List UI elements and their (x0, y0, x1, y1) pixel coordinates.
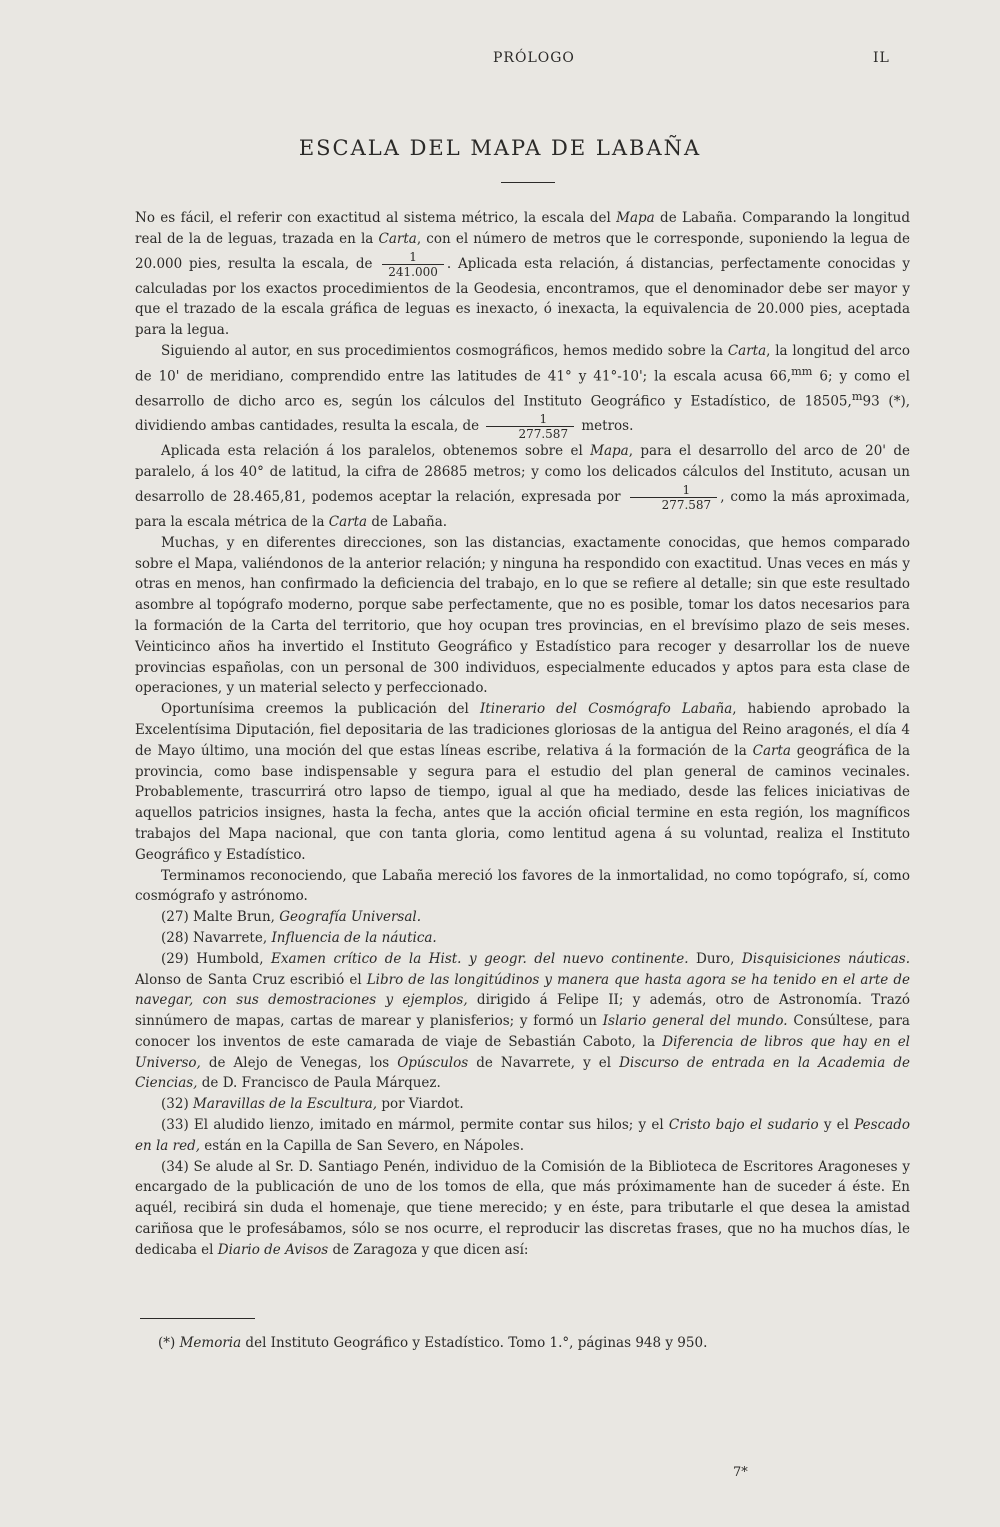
note-27: (27) Malte Brun, Geografía Universal. (161, 909, 421, 926)
footnote: (*) Memoria del Instituto Geográfico y Estadístico. Tomo 1.°, páginas 948 y 950. (158, 1335, 708, 1351)
fraction-2: $\frac{1}{277.587}$ (486, 412, 574, 441)
note-34: (34) Se alude al Sr. D. Santiago Penén, individuo de la Comisión de la Biblioteca de Escritores Aragoneses y encargado de la publicación de uno de los tomos de ella, que más próximamente han de suceder á éste. En aquél, recibirá sin duda el homenaje, que tiene merecido; y en éste, para tributarle el que desea la amistad cariñosa que le profesábamos, sólo se nos ocurre, el reproducir las discretas frases, que no ha muchos días, le dedicaba el Diario de Avisos de Zaragoza y que dicen así: (135, 1158, 910, 1258)
fraction-1: $\frac{1}{241.000}$ (382, 250, 444, 279)
signature-mark: 7* (733, 1465, 748, 1480)
running-title: PRÓLOGO (493, 50, 575, 66)
note-29: (29) Humbold, Examen crítico de la Hist. y geogr. del nuevo continente. Duro, Disquisiciones náuticas. Alonso de Santa Cruz escribió el Libro de las longitúdinos y manera que hasta agora se ha tenido en el arte de navegar, con sus demostraciones y ejemplos, dirigido á Felipe II; y además, otro de Astronomía. Trazó sinnúmero de mapas, cartas de marear y planisferios; y formó un Islario general del mundo. Consúltese, para conocer los inventos de este camarada de viaje de Sebastián Caboto, la Diferencia de libros que hay en el Universo, de Alejo de Venegas, los Opúsculos de Navarrete, y el Discurso de entrada en la Academia de Ciencias, de D. Francisco de Paula Márquez. (135, 950, 911, 1092)
paragraph-6: Terminamos reconociendo, que Labaña mereció los favores de la inmortalidad, no como topógrafo, sí, como cosmógrafo y astrónomo. (135, 867, 910, 905)
paragraph-5: Oportunísima creemos la publicación del Itinerario del Cosmógrafo Labaña, habiendo aprobado la Excelentísima Diputación, fiel depositaria de las tradiciones gloriosas de la antigua del Reino aragonés, el día 4 de Mayo último, una moción del que estas líneas escribe, relativa á la formación de la Carta geográfica de la provincia, como base indispensable y segura para el estudio del plan general de caminos vecinales. Probablemente, trascurrirá otro lapso de tiempo, igual al que ha mediado, desde las felices iniciativas de aquellos patricios insignes, hasta la fecha, antes que la acción oficial termine en esta región, los magníficos trabajos del Mapa nacional, que con tanta gloria, como lentitud agena á su voluntad, realiza el Instituto Geográfico y Estadístico. (135, 701, 911, 863)
paragraph-2: Siguiendo al autor, en sus procedimientos cosmográficos, hemos medido sobre la Carta, la longitud del arco de 10' de meridiano, comprendido entre las latitudes de 41° y 41°-10'; la escala acusa 66,$^{mm}$ 6; y como el desarrollo de dicho arco es, según los cálculos del Instituto Geográfico y Estadístico, de 18505,$^m$93 (*), dividiendo ambas cantidades, resulta la escala, de $\frac{1}{277.587}$ metros. (135, 342, 911, 442)
paragraph-3: Aplicada esta relación á los paralelos, obtenemos sobre el Mapa, para el desarrollo del arco de 20' de paralelo, á los 40° de latitud, la cifra de 28685 metros; y como los delicados cálculos del Instituto, acusan un desarrollo de 28.465,81, podemos aceptar la relación, expresada por $\frac{1}{277.587}$ , como la más aproximada, para la escala métrica de la Carta de Labaña. (135, 443, 910, 530)
body-text (135, 208, 910, 1261)
title-rule (501, 182, 555, 183)
paragraph-4: Muchas, y en diferentes direcciones, son las distancias, exactamente conocidas, que hemos comparado sobre el Mapa, valiéndonos de la anterior relación; y ninguna ha respondido con exactitud. Unas veces en más y otras en menos, han confirmado la deficiencia del trabajo, en lo que se refiere al detalle; sin que este resultado asombre al topógrafo moderno, porque sabe perfectamente, que no es posible, tomar los datos necesarios para la formación de la Carta del territorio, que hoy ocupan tres provincias, en el brevísimo plazo de seis meses. Veinticinco años ha invertido el Instituto Geográfico y Estadístico para recoger y desarrollar los de nueve provincias españolas, con un personal de 300 individuos, especialmente educados y aptos para esta clase de operaciones, y un material selecto y perfeccionado. (135, 534, 910, 697)
note-33: (33) El aludido lienzo, imitado en mármol, permite contar sus hilos; y el Cristo bajo el sudario y el Pescado en la red, están en la Capilla de San Severo, en Nápoles. (135, 1117, 910, 1154)
running-header (0, 50, 1000, 74)
note-28: (28) Navarrete, Influencia de la náutica. (161, 929, 437, 946)
page-number: IL (873, 50, 890, 66)
footnote-rule (140, 1318, 255, 1319)
section-title: ESCALA DEL MAPA DE LABAÑA (298, 136, 702, 160)
paragraph-1: No es fácil, el referir con exactitud al sistema métrico, la escala del Mapa de Labaña. Comparando la longitud real de la de leguas, trazada en la Carta, con el número de metros que le corresponde, suponiendo la legua de 20.000 pies, resulta la escala, de $\frac{1}{241.000}$ . Aplicada esta relación, á distancias, perfectamente conocidas y calculadas por los exactos procedimientos de la Geodesia, encontramos, que el denominador debe ser mayor y que el trazado de la escala gráfica de leguas es inexacto, ó inexacta, la equivalencia de 20.000 pies, aceptada para la legua. (135, 210, 911, 339)
fraction-3: $\frac{1}{277.587}$ (630, 483, 718, 512)
note-32: (32) Maravillas de la Escultura, por Viardot. (161, 1096, 464, 1113)
